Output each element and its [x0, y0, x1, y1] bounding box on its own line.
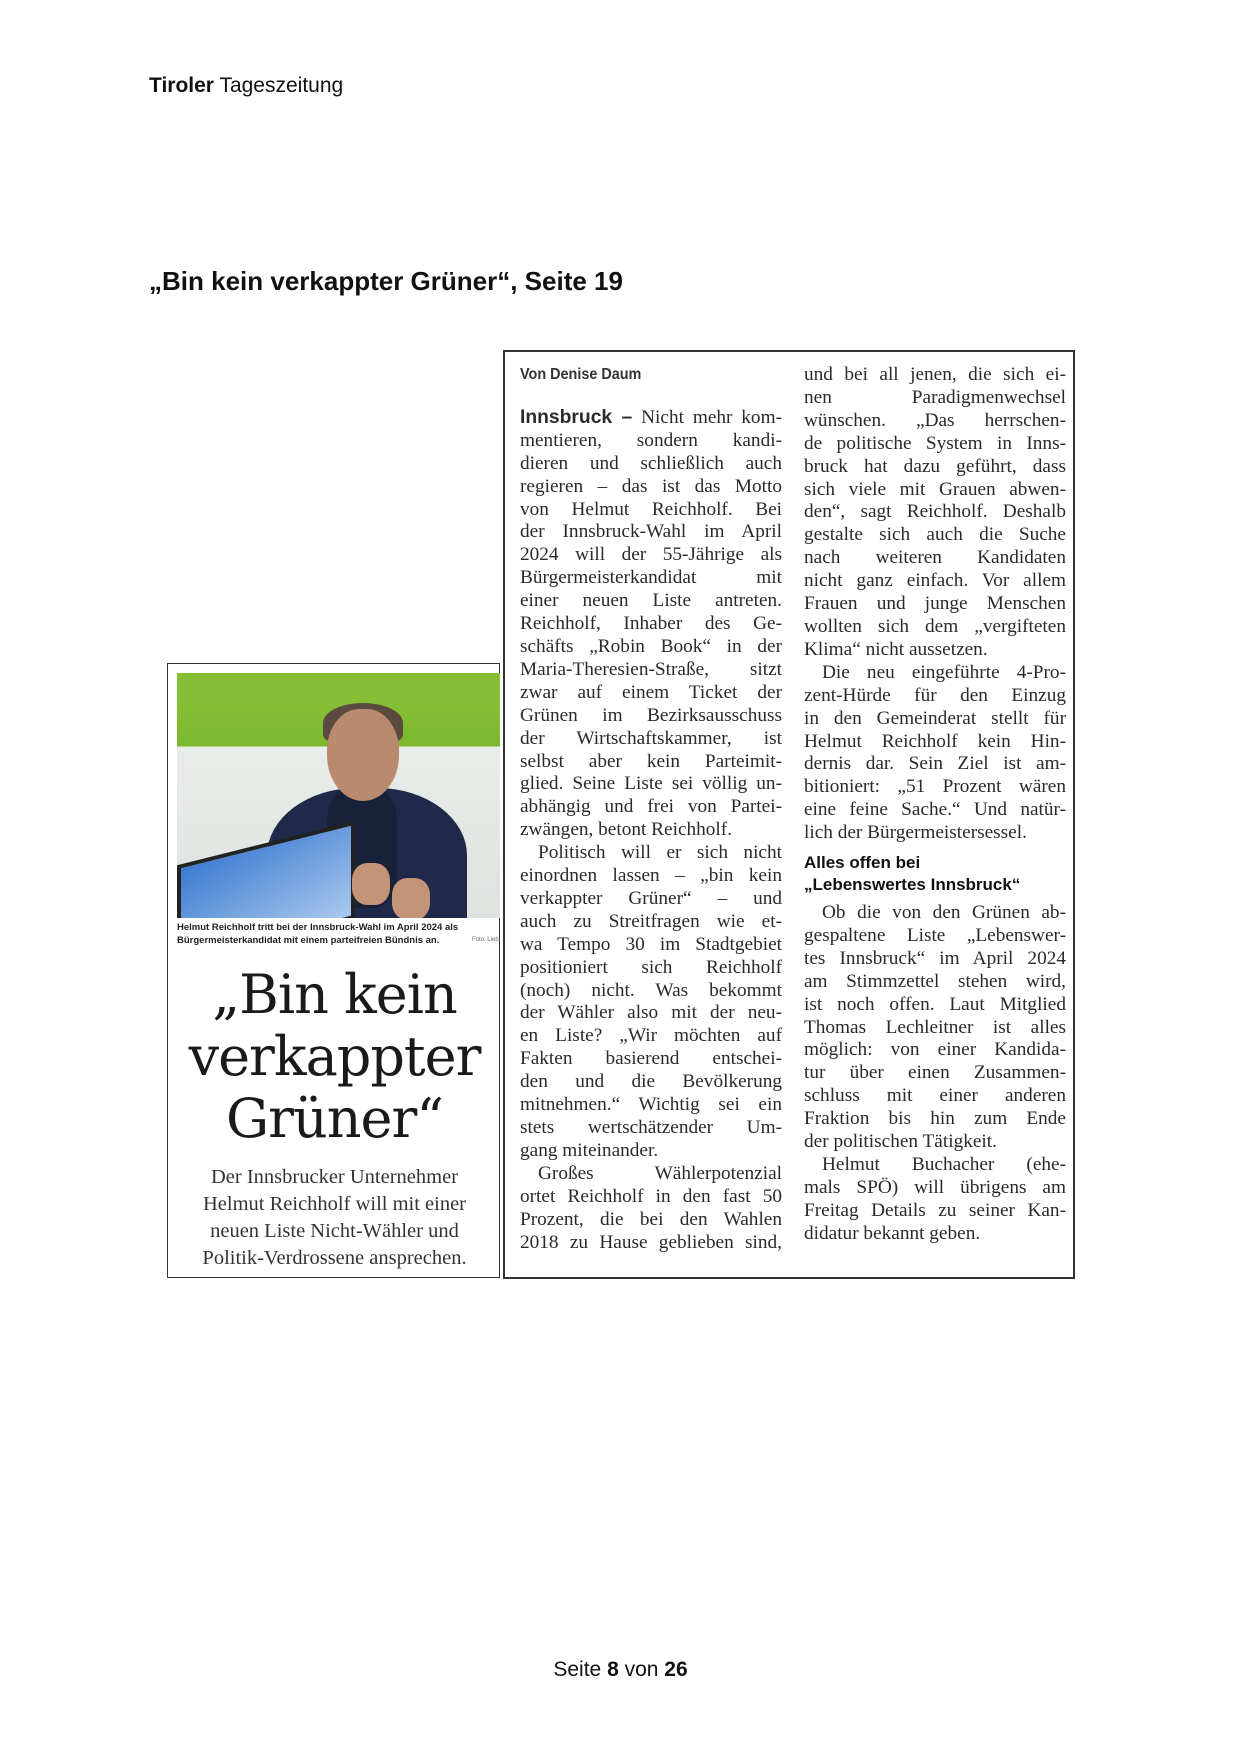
text-line: [804, 410, 1066, 433]
line-text: Klima“ nicht aussetzen.: [804, 638, 988, 660]
line-text: verkappter Grüner“ – und: [520, 887, 782, 909]
text-line: [804, 593, 1066, 616]
line-text: Reichholf, Inhaber des Ge-: [520, 613, 782, 635]
text-line: [804, 1017, 1066, 1040]
current-page: 8: [607, 1658, 619, 1681]
text-line: [804, 1085, 1066, 1108]
brand-bold: Tiroler: [149, 74, 214, 97]
line-text: der politischen Tätigkeit.: [804, 1131, 997, 1153]
line-text: einordnen lassen – „bin kein: [520, 865, 782, 887]
line-text: Die neu eingeführte 4-Pro-: [822, 661, 1066, 683]
line-text: schluss mit einer anderen: [804, 1085, 1066, 1107]
line-text: gespaltene Liste „Lebenswer-: [804, 924, 1066, 946]
text-line: [804, 1131, 1066, 1154]
text-line: [804, 708, 1066, 731]
line-text: zwar auf einem Ticket der: [520, 681, 782, 703]
line-text: schäfts „Robin Book“ in der: [520, 635, 782, 657]
text-line: [520, 590, 782, 613]
line-text: den und die Bevölkerung: [520, 1071, 782, 1093]
text-line: [520, 957, 782, 980]
line-text: bitioniert: „51 Prozent wären: [804, 776, 1066, 798]
line-text: Frauen und junge Menschen: [804, 593, 1066, 615]
text-line: [520, 1232, 782, 1255]
deck-line: neuen Liste Nicht-Wähler und: [210, 1220, 459, 1242]
line-text: sich viele mit Grauen abwen-: [804, 478, 1066, 500]
line-text: ortet Reichholf in den fast 50: [520, 1185, 782, 1207]
photo-credit: Foto: Liebl: [471, 937, 500, 943]
headline-line: verkappter: [188, 1025, 481, 1088]
line-text: stets wertschätzender Um-: [520, 1117, 782, 1138]
text-line: [804, 948, 1066, 971]
line-text: tes Innsbruck“ im April 2024: [804, 947, 1066, 969]
deck-line: Helmut Reichholf will mit einer: [202, 1193, 467, 1215]
caption-text: Helmut Reichholf tritt bei der Innsbruck-Wahl im April 2024 als Bürgermeisterkandidat mit einem parteifreien Bündnis an.: [177, 922, 459, 946]
line-text: eine feine Sache.“ Und natür-: [804, 799, 1066, 821]
text-line: [520, 842, 782, 865]
article-intro-box: [167, 663, 500, 1278]
line-text: abhängig und frei von Partei-: [520, 796, 782, 818]
text-line: [520, 911, 782, 934]
line-text: wa Tempo 30 im Stadtgebiet: [520, 933, 782, 955]
text-line: [804, 662, 1066, 685]
text-line: [520, 728, 782, 751]
line-text: Fakten basierend entschei-: [520, 1048, 782, 1070]
text-line: [804, 1177, 1066, 1200]
text-line: [520, 1140, 782, 1163]
deck-line: Der Innsbrucker Unternehmer: [210, 1166, 459, 1188]
text-line: [520, 544, 782, 567]
text-line: [520, 934, 782, 957]
line-text: Prozent, die bei den Wahlen: [520, 1208, 782, 1230]
text-line: [520, 1163, 782, 1186]
line-text: glied. Seine Liste sei völlig un-: [520, 773, 782, 795]
text-line: [520, 636, 782, 659]
text-line: [520, 819, 782, 842]
dateline: Innsbruck –: [520, 406, 633, 428]
text-line: [804, 616, 1066, 639]
brand-rest: Tageszeitung: [219, 74, 344, 97]
line-text: möglich: von einer Kandida-: [804, 1039, 1066, 1061]
line-text: dieren und schließlich auch: [520, 452, 782, 474]
text-line: [520, 1002, 782, 1025]
text-line: [804, 1154, 1066, 1177]
line-text: der Wähler also mit der neu-: [520, 1002, 782, 1024]
headline-line: „Bin kein: [212, 963, 457, 1026]
line-text: den“, sagt Reichholf. Deshalb: [804, 501, 1066, 523]
text-line: [804, 524, 1066, 547]
text-line: [804, 731, 1066, 754]
text-line: [520, 796, 782, 819]
page-number: [0, 1658, 1241, 1682]
publication-header: [149, 74, 343, 98]
text-line: [520, 521, 782, 544]
text-line: [520, 407, 782, 430]
line-text: einer neuen Liste antreten.: [520, 590, 782, 612]
line-text: Freitag Details zu seiner Kan-: [804, 1199, 1066, 1221]
text-line: [520, 1186, 782, 1209]
text-line: [520, 705, 782, 728]
page-title: „Bin kein verkappter Grüner“, Seite 19: [149, 266, 623, 296]
text-line: [520, 476, 782, 499]
line-text: in den Gemeinderat stellt für: [804, 707, 1066, 729]
page-label: Seite: [553, 1658, 602, 1681]
line-text: zent-Hürde für den Einzug: [804, 684, 1066, 706]
line-text: en Liste? „Wir möchten auf: [520, 1025, 782, 1047]
text-line: [804, 639, 1066, 662]
line-text: de politische System in Inns-: [804, 432, 1066, 454]
text-line: [520, 499, 782, 522]
line-text: dernis dar. Sein Ziel ist am-: [804, 753, 1066, 775]
line-text: der Innsbruck-Wahl im April: [520, 521, 782, 543]
text-line: [520, 659, 782, 682]
text-line: [520, 430, 782, 453]
line-text: nen Paradigmenwechsel: [804, 386, 1066, 408]
line-text: tur über einen Zusammen-: [804, 1062, 1066, 1084]
line-text: mals SPÖ) will übrigens am: [804, 1176, 1066, 1198]
line-text: auch zu Streitfragen wie et-: [520, 910, 782, 932]
subheading: [804, 852, 1066, 896]
text-line: [804, 501, 1066, 524]
line-text: Politisch will er sich nicht: [538, 842, 782, 864]
text-line: [804, 1223, 1066, 1246]
text-line: [520, 1117, 782, 1140]
article-column-2: [804, 364, 1066, 1246]
text-line: [804, 685, 1066, 708]
text-line: [520, 751, 782, 774]
text-line: [804, 994, 1066, 1017]
text-line: [520, 865, 782, 888]
text-line: [520, 1048, 782, 1071]
line-text: Großes Wählerpotenzial: [538, 1162, 782, 1184]
text-line: [520, 682, 782, 705]
line-text: und bei all jenen, die sich ei-: [804, 364, 1066, 385]
text-line: [804, 433, 1066, 456]
line-text: zwängen, betont Reichholf.: [520, 819, 733, 841]
line-text: nach weiteren Kandidaten: [804, 547, 1066, 569]
text-line: [804, 776, 1066, 799]
text-line: [804, 456, 1066, 479]
text-line: [520, 453, 782, 476]
text-line: [804, 570, 1066, 593]
line-text: nicht ganz einfach. Vor allem: [804, 570, 1066, 592]
line-text: Helmut Buchacher (ehe-: [822, 1154, 1066, 1175]
line-text: selbst aber kein Parteimit-: [520, 750, 782, 772]
text-line: [520, 613, 782, 636]
line-text: Fraktion bis hin zum Ende: [804, 1108, 1066, 1130]
text-line: [520, 567, 782, 590]
text-line: [804, 547, 1066, 570]
text-line: [520, 980, 782, 1003]
text-line: [520, 1209, 782, 1232]
line-text: Grünen im Bezirksausschuss: [520, 704, 782, 726]
line-text: regieren – das ist das Motto: [520, 475, 782, 497]
article-deck: [168, 1164, 501, 1272]
text-line: [804, 799, 1066, 822]
line-text: ist noch offen. Laut Mitglied: [804, 993, 1066, 1015]
text-line: [804, 925, 1066, 948]
text-line: [804, 364, 1066, 387]
line-text: mentieren, sondern kandi-: [520, 429, 782, 451]
text-line: [804, 822, 1066, 845]
page-sep: von: [624, 1658, 659, 1681]
photo-caption: [177, 921, 500, 947]
text-line: [520, 888, 782, 911]
headline-line: Grüner“: [226, 1087, 443, 1150]
text-line: [804, 1039, 1066, 1062]
line-text: wollten sich dem „vergifteten: [804, 615, 1066, 637]
line-text: mitnehmen.“ Wichtig sei ein: [520, 1094, 782, 1116]
line-text: Bürgermeisterkandidat mit: [520, 567, 782, 589]
subheading-line: „Lebenswertes Innsbruck“: [804, 875, 1021, 895]
line-text: 2024 will der 55-Jährige als: [520, 544, 782, 566]
line-text: lich der Bürgermeistersessel.: [804, 822, 1027, 844]
line-text: bruck hat dazu geführt, dass: [804, 455, 1066, 477]
line-text: Thomas Lechleitner ist alles: [804, 1016, 1066, 1038]
line-text: Ob die von den Grünen ab-: [822, 902, 1066, 924]
text-line: [804, 479, 1066, 502]
byline: Von Denise Daum: [520, 366, 642, 383]
article-body-box: [503, 350, 1075, 1279]
text-line: [804, 1108, 1066, 1131]
text-line: [804, 971, 1066, 994]
text-line: [804, 1062, 1066, 1085]
article-headline: [168, 964, 501, 1150]
text-line: [804, 1200, 1066, 1223]
line-text: am Stimmzettel stehen wird,: [804, 970, 1066, 992]
line-text: didatur bekannt geben.: [804, 1222, 981, 1244]
total-pages: 26: [664, 1658, 688, 1681]
article-photo: [177, 673, 500, 918]
line-text: gang miteinander.: [520, 1139, 659, 1161]
line-text: Helmut Reichholf kein Hin-: [804, 730, 1066, 752]
line-text: Nicht mehr kom-: [641, 406, 782, 428]
deck-line: Politik-Verdrossene ansprechen.: [202, 1247, 467, 1269]
line-text: von Helmut Reichholf. Bei: [520, 498, 782, 520]
line-text: der Wirtschaftskammer, ist: [520, 727, 782, 749]
line-text: gestalte sich auch die Suche: [804, 524, 1066, 546]
text-line: [520, 1071, 782, 1094]
text-line: [804, 902, 1066, 925]
line-text: 2018 zu Hause geblieben sind,: [520, 1231, 782, 1253]
text-line: [804, 753, 1066, 776]
text-line: [520, 1025, 782, 1048]
text-line: [804, 387, 1066, 410]
article-column-1: [520, 364, 782, 1254]
text-line: [520, 773, 782, 796]
line-text: positioniert sich Reichholf: [520, 956, 782, 978]
line-text: (noch) nicht. Was bekommt: [520, 979, 782, 1001]
text-line: [520, 1094, 782, 1117]
line-text: Maria-Theresien-Straße, sitzt: [520, 658, 782, 680]
subheading-line: Alles offen bei: [804, 853, 921, 873]
line-text: wünschen. „Das herrschen-: [804, 409, 1066, 431]
